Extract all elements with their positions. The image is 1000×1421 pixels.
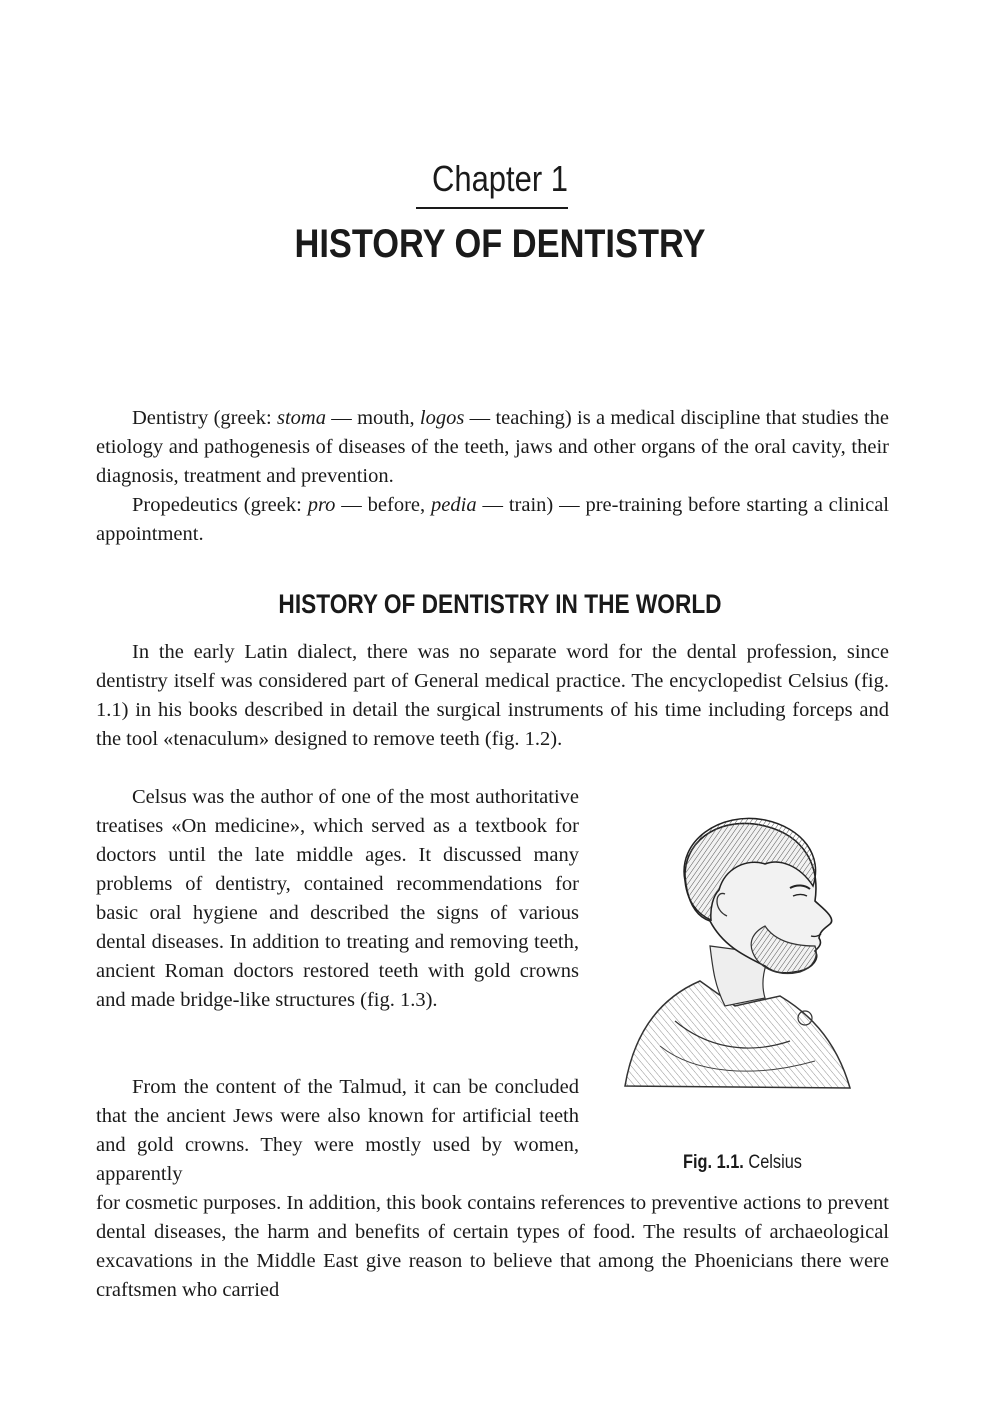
figure-caption — [620, 1152, 865, 1174]
term-pro: pro — [307, 494, 336, 516]
text-span: — before, — [335, 494, 432, 516]
term-pedia: pedia — [431, 494, 477, 516]
intro-paragraph-dentistry — [96, 404, 889, 491]
chapter-label: Chapter 1 — [432, 158, 568, 199]
text-span: — mouth, — [325, 407, 420, 429]
section-paragraph-talmud-end: for cosmetic purposes. In addition, this book contains references to preventive actions to prevent dental diseases, the harm and benefits of certain types of food. The results of archaeological excavations in the Middle East give reason to believe that among the Phoenicians there were craftsmen who carried — [96, 1192, 889, 1301]
term-logos: logos — [419, 407, 465, 429]
section-paragraph-celsus: Celsus was the author of one of the most authoritative treatises «On medicine», which served as a textbook for doctors until the late middle ages. It discussed many problems of dentistry, contained recommendations for basic oral hygiene and described the signs of various dental diseases. In addition to treating and removing teeth, ancient Roman doctors restored teeth with gold crowns and made bridge-like structures (fig. 1.3). — [96, 786, 579, 1011]
caption-number: Fig. 1.1. — [683, 1152, 744, 1173]
section-paragraph-latin: In the early Latin dialect, there was no separate word for the dental profession, since dentistry itself was considered part of General medical practice. The encyclopedist Celsius (fig. 1.1) in his books described in detail the surgical instruments of his time including forceps and the tool «tenaculum» designed to remove teeth (fig. 1.2). — [96, 641, 889, 750]
text-span: Propedeutics (greek: — [132, 494, 308, 516]
text-span: Dentistry (greek: — [132, 407, 277, 429]
intro-paragraph-propedeutics — [96, 491, 889, 549]
text-span: — train) — pre-training before starting a clinical appointment. — [96, 494, 889, 545]
chapter-rule — [416, 207, 568, 209]
chapter-title: HISTORY OF DENTISTRY — [294, 222, 706, 266]
term-stoma: stoma — [276, 407, 326, 429]
celsius-portrait-illustration — [615, 806, 863, 1106]
section-paragraph-talmud-start: From the content of the Talmud, it can be concluded that the ancient Jews were also known for artificial teeth and gold crowns. They were mostly used by women, apparently — [96, 1076, 579, 1185]
text-span: — teaching) is a medical discipline that studies the etiology and pathogenesis of diseases of the teeth, jaws and other organs of the oral cavity, their diagnosis, treatment and prevention. — [96, 407, 889, 487]
section-heading: HISTORY OF DENTISTRY IN THE WORLD — [278, 589, 722, 619]
caption-text: Celsius — [743, 1152, 802, 1173]
